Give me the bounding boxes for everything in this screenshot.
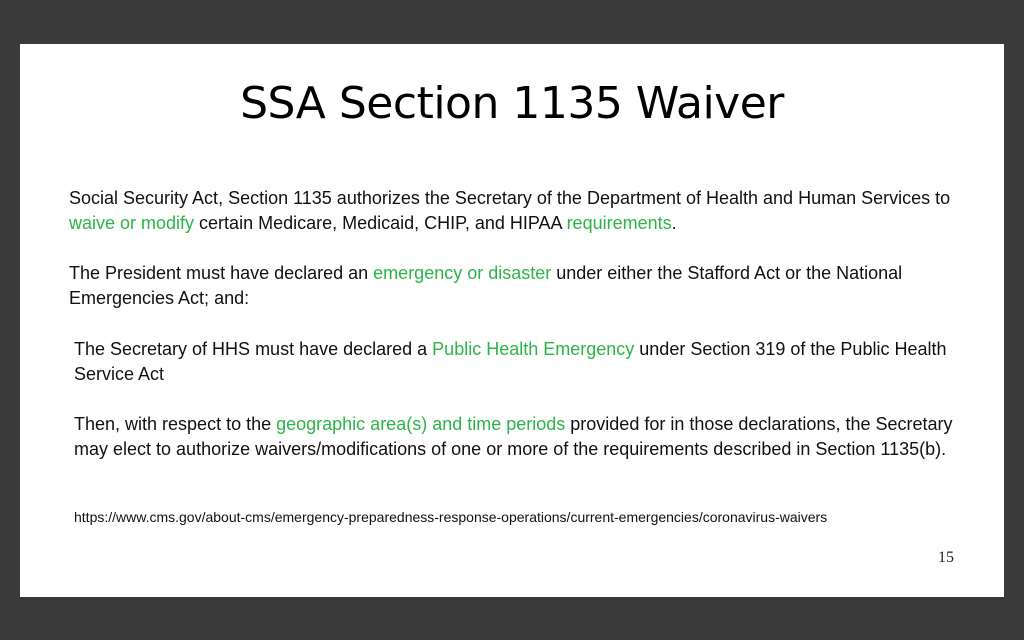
paragraph-authorization [69, 186, 969, 236]
text: certain Medicare, Medicaid, CHIP, and HIPAA [194, 213, 567, 233]
highlight-emergency-or-disaster: emergency or disaster [373, 263, 552, 283]
paragraph-geographic-scope [74, 412, 974, 462]
text: . [671, 213, 677, 233]
source-url[interactable]: https://www.cms.gov/about-cms/emergency-preparedness-response-operations/current-emergencies/coronavirus-waivers [74, 509, 828, 525]
page-number: 15 [938, 549, 954, 566]
highlight-public-health-emergency: Public Health Emergency [432, 339, 635, 359]
text: The Secretary of HHS must have declared a [74, 339, 433, 359]
paragraph-hhs-declaration [74, 337, 964, 387]
slide-title: SSA Section 1135 Waiver [240, 78, 784, 129]
slide [20, 44, 1004, 597]
text: Then, with respect to the [74, 414, 277, 434]
text: The President must have declared an [69, 263, 374, 283]
text: under either the Stafford Act or the National Emergencies Act; and: [69, 263, 903, 308]
text: under Section 319 of the Public Health Service Act [74, 339, 947, 384]
text: Social Security Act, Section 1135 authorizes the Secretary of the Department of Health and Human Services to [69, 188, 951, 208]
highlight-geographic-area-time-periods: geographic area(s) and time periods [276, 414, 566, 434]
text: provided for in those declarations, the Secretary may elect to authorize waivers/modifications of one or more of the requirements described in Section 1135(b). [74, 414, 953, 459]
highlight-waive-or-modify: waive or modify [69, 213, 195, 233]
paragraph-president-declaration [69, 261, 969, 311]
highlight-requirements: requirements [566, 213, 672, 233]
